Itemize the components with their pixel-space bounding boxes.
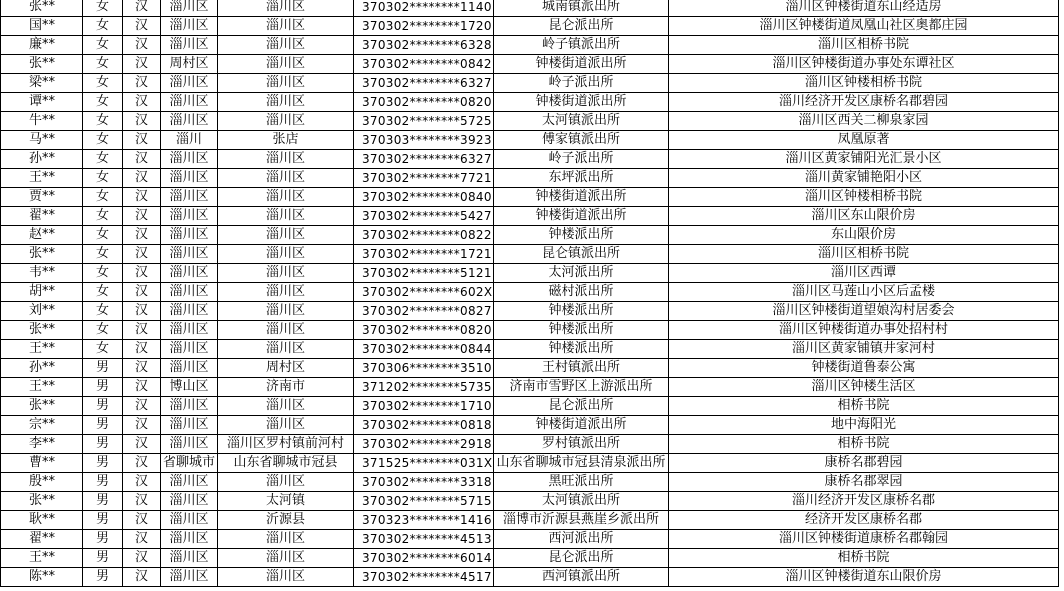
id-number-cell: 370302********1140 bbox=[354, 0, 494, 17]
police-station-cell: 钟楼街道派出所 bbox=[494, 416, 669, 435]
registry-cell: 淄川区 bbox=[218, 112, 354, 131]
name-cell: 张** bbox=[1, 397, 83, 416]
table-row bbox=[1, 340, 1059, 359]
district-cell: 淄川区 bbox=[161, 283, 218, 302]
registry-cell: 淄川区 bbox=[218, 568, 354, 587]
district-cell: 淄川区 bbox=[161, 568, 218, 587]
police-station-cell: 淄博市沂源县燕崖乡派出所 bbox=[494, 511, 669, 530]
id-number-cell: 370302********0820 bbox=[354, 93, 494, 112]
district-cell: 淄川区 bbox=[161, 321, 218, 340]
address-cell: 淄川区钟楼街道办事处招村村 bbox=[669, 321, 1059, 340]
table-row bbox=[1, 131, 1059, 150]
table-row bbox=[1, 283, 1059, 302]
registry-cell: 淄川区 bbox=[218, 207, 354, 226]
table-row bbox=[1, 454, 1059, 473]
table-row bbox=[1, 549, 1059, 568]
address-cell: 淄川黄家铺艳阳小区 bbox=[669, 169, 1059, 188]
district-cell: 淄川区 bbox=[161, 150, 218, 169]
table-row bbox=[1, 264, 1059, 283]
table-row bbox=[1, 245, 1059, 264]
address-cell: 淄川区钟楼街道东山经适房 bbox=[669, 0, 1059, 17]
table-row bbox=[1, 397, 1059, 416]
sex-cell: 男 bbox=[83, 568, 123, 587]
registry-cell: 淄川区 bbox=[218, 264, 354, 283]
address-cell: 淄川区钟楼街道办事处东谭社区 bbox=[669, 55, 1059, 74]
name-cell: 胡** bbox=[1, 283, 83, 302]
district-cell: 淄川区 bbox=[161, 17, 218, 36]
sex-cell: 女 bbox=[83, 283, 123, 302]
ethnicity-cell: 汉 bbox=[123, 188, 161, 207]
table-row bbox=[1, 55, 1059, 74]
ethnicity-cell: 汉 bbox=[123, 435, 161, 454]
registry-cell: 淄川区 bbox=[218, 283, 354, 302]
district-cell: 淄川区 bbox=[161, 530, 218, 549]
table-row bbox=[1, 93, 1059, 112]
registry-cell: 太河镇 bbox=[218, 492, 354, 511]
sex-cell: 女 bbox=[83, 302, 123, 321]
registry-cell: 淄川区 bbox=[218, 340, 354, 359]
registry-cell: 淄川区 bbox=[218, 74, 354, 93]
ethnicity-cell: 汉 bbox=[123, 226, 161, 245]
name-cell: 刘** bbox=[1, 302, 83, 321]
address-cell: 淄川区黄家铺阳光汇景小区 bbox=[669, 150, 1059, 169]
address-cell: 淄川区相桥书院 bbox=[669, 36, 1059, 55]
registry-cell: 淄川区 bbox=[218, 17, 354, 36]
registry-cell: 张店 bbox=[218, 131, 354, 150]
id-number-cell: 370302********0822 bbox=[354, 226, 494, 245]
police-station-cell: 钟楼派出所 bbox=[494, 321, 669, 340]
id-number-cell: 370302********6327 bbox=[354, 74, 494, 93]
table-row bbox=[1, 511, 1059, 530]
police-station-cell: 黑旺派出所 bbox=[494, 473, 669, 492]
address-cell: 淄川区钟楼街道凤凰山社区奥都庄园 bbox=[669, 17, 1059, 36]
district-cell: 淄川区 bbox=[161, 473, 218, 492]
address-cell: 相桥书院 bbox=[669, 549, 1059, 568]
registry-cell: 淄川区 bbox=[218, 416, 354, 435]
sex-cell: 女 bbox=[83, 169, 123, 188]
ethnicity-cell: 汉 bbox=[123, 454, 161, 473]
registry-cell: 淄川区 bbox=[218, 302, 354, 321]
address-cell: 淄川区东山限价房 bbox=[669, 207, 1059, 226]
id-number-cell: 371202********5735 bbox=[354, 378, 494, 397]
id-number-cell: 370302********0844 bbox=[354, 340, 494, 359]
district-cell: 周村区 bbox=[161, 55, 218, 74]
police-station-cell: 东坪派出所 bbox=[494, 169, 669, 188]
address-cell: 淄川区相桥书院 bbox=[669, 245, 1059, 264]
police-station-cell: 太河镇派出所 bbox=[494, 492, 669, 511]
ethnicity-cell: 汉 bbox=[123, 473, 161, 492]
name-cell: 李** bbox=[1, 435, 83, 454]
police-station-cell: 钟楼街道派出所 bbox=[494, 207, 669, 226]
id-number-cell: 370302********5715 bbox=[354, 492, 494, 511]
ethnicity-cell: 汉 bbox=[123, 112, 161, 131]
table-row bbox=[1, 378, 1059, 397]
id-number-cell: 370302********3318 bbox=[354, 473, 494, 492]
name-cell: 陈** bbox=[1, 568, 83, 587]
ethnicity-cell: 汉 bbox=[123, 74, 161, 93]
sex-cell: 男 bbox=[83, 530, 123, 549]
table-row bbox=[1, 207, 1059, 226]
registry-cell: 淄川区 bbox=[218, 188, 354, 207]
registry-cell: 淄川区 bbox=[218, 93, 354, 112]
police-station-cell: 钟楼派出所 bbox=[494, 302, 669, 321]
table-row bbox=[1, 74, 1059, 93]
police-station-cell: 昆仑镇派出所 bbox=[494, 245, 669, 264]
police-station-cell: 太河派出所 bbox=[494, 264, 669, 283]
name-cell: 翟** bbox=[1, 530, 83, 549]
table-row bbox=[1, 169, 1059, 188]
police-station-cell: 钟楼派出所 bbox=[494, 340, 669, 359]
address-cell: 经济开发区康桥名郡 bbox=[669, 511, 1059, 530]
id-number-cell: 370303********3923 bbox=[354, 131, 494, 150]
address-cell: 淄川区钟楼相桥书院 bbox=[669, 74, 1059, 93]
ethnicity-cell: 汉 bbox=[123, 264, 161, 283]
name-cell: 孙** bbox=[1, 359, 83, 378]
name-cell: 马** bbox=[1, 131, 83, 150]
ethnicity-cell: 汉 bbox=[123, 359, 161, 378]
police-station-cell: 罗村镇派出所 bbox=[494, 435, 669, 454]
registry-cell: 淄川区 bbox=[218, 321, 354, 340]
ethnicity-cell: 汉 bbox=[123, 568, 161, 587]
sex-cell: 男 bbox=[83, 454, 123, 473]
id-number-cell: 370302********6014 bbox=[354, 549, 494, 568]
name-cell: 张** bbox=[1, 492, 83, 511]
table-row bbox=[1, 36, 1059, 55]
name-cell: 牛** bbox=[1, 112, 83, 131]
name-cell: 张** bbox=[1, 321, 83, 340]
name-cell: 孙** bbox=[1, 150, 83, 169]
sex-cell: 女 bbox=[83, 93, 123, 112]
table-row bbox=[1, 112, 1059, 131]
sex-cell: 男 bbox=[83, 511, 123, 530]
police-station-cell: 昆仑派出所 bbox=[494, 397, 669, 416]
district-cell: 淄川区 bbox=[161, 0, 218, 17]
district-cell: 淄川区 bbox=[161, 492, 218, 511]
id-number-cell: 370302********0842 bbox=[354, 55, 494, 74]
district-cell: 淄川区 bbox=[161, 549, 218, 568]
id-number-cell: 371525********031X bbox=[354, 454, 494, 473]
registry-cell: 周村区 bbox=[218, 359, 354, 378]
police-station-cell: 钟楼街道派出所 bbox=[494, 55, 669, 74]
police-station-cell: 钟楼街道派出所 bbox=[494, 188, 669, 207]
ethnicity-cell: 汉 bbox=[123, 530, 161, 549]
ethnicity-cell: 汉 bbox=[123, 55, 161, 74]
registry-cell: 淄川区罗村镇前河村 bbox=[218, 435, 354, 454]
name-cell: 廉** bbox=[1, 36, 83, 55]
id-number-cell: 370302********2918 bbox=[354, 435, 494, 454]
ethnicity-cell: 汉 bbox=[123, 397, 161, 416]
sex-cell: 男 bbox=[83, 397, 123, 416]
ethnicity-cell: 汉 bbox=[123, 36, 161, 55]
address-cell: 康桥名郡翠园 bbox=[669, 473, 1059, 492]
district-cell: 淄川区 bbox=[161, 74, 218, 93]
sex-cell: 男 bbox=[83, 359, 123, 378]
name-cell: 翟** bbox=[1, 207, 83, 226]
district-cell: 博山区 bbox=[161, 378, 218, 397]
sex-cell: 女 bbox=[83, 226, 123, 245]
table-row bbox=[1, 530, 1059, 549]
table-row bbox=[1, 0, 1059, 17]
table-row bbox=[1, 188, 1059, 207]
id-number-cell: 370302********5427 bbox=[354, 207, 494, 226]
police-station-cell: 傅家镇派出所 bbox=[494, 131, 669, 150]
address-cell: 钟楼街道鲁泰公寓 bbox=[669, 359, 1059, 378]
sex-cell: 女 bbox=[83, 0, 123, 17]
table-row bbox=[1, 435, 1059, 454]
district-cell: 淄川区 bbox=[161, 264, 218, 283]
ethnicity-cell: 汉 bbox=[123, 492, 161, 511]
police-station-cell: 岭子镇派出所 bbox=[494, 36, 669, 55]
police-station-cell: 昆仑派出所 bbox=[494, 549, 669, 568]
sex-cell: 女 bbox=[83, 131, 123, 150]
ethnicity-cell: 汉 bbox=[123, 0, 161, 17]
registry-cell: 淄川区 bbox=[218, 549, 354, 568]
address-cell: 淄川区钟楼街道康桥名郡翰园 bbox=[669, 530, 1059, 549]
id-number-cell: 370302********1710 bbox=[354, 397, 494, 416]
district-cell: 淄川区 bbox=[161, 416, 218, 435]
name-cell: 国** bbox=[1, 17, 83, 36]
table-row bbox=[1, 321, 1059, 340]
id-number-cell: 370302********6327 bbox=[354, 150, 494, 169]
sex-cell: 女 bbox=[83, 207, 123, 226]
police-station-cell: 岭子派出所 bbox=[494, 150, 669, 169]
police-station-cell: 岭子派出所 bbox=[494, 74, 669, 93]
id-number-cell: 370302********5725 bbox=[354, 112, 494, 131]
sex-cell: 女 bbox=[83, 264, 123, 283]
sex-cell: 女 bbox=[83, 17, 123, 36]
id-number-cell: 370302********0820 bbox=[354, 321, 494, 340]
name-cell: 殷** bbox=[1, 473, 83, 492]
registry-cell: 淄川区 bbox=[218, 169, 354, 188]
ethnicity-cell: 汉 bbox=[123, 245, 161, 264]
police-station-cell: 济南市雪野区上游派出所 bbox=[494, 378, 669, 397]
name-cell: 张** bbox=[1, 55, 83, 74]
ethnicity-cell: 汉 bbox=[123, 378, 161, 397]
table-row bbox=[1, 416, 1059, 435]
id-number-cell: 370302********1720 bbox=[354, 17, 494, 36]
ethnicity-cell: 汉 bbox=[123, 169, 161, 188]
registry-cell: 淄川区 bbox=[218, 530, 354, 549]
district-cell: 淄川区 bbox=[161, 245, 218, 264]
name-cell: 王** bbox=[1, 169, 83, 188]
name-cell: 韦** bbox=[1, 264, 83, 283]
registry-cell: 淄川区 bbox=[218, 55, 354, 74]
name-cell: 曹** bbox=[1, 454, 83, 473]
name-cell: 耿** bbox=[1, 511, 83, 530]
sex-cell: 男 bbox=[83, 492, 123, 511]
ethnicity-cell: 汉 bbox=[123, 93, 161, 112]
police-station-cell: 钟楼派出所 bbox=[494, 226, 669, 245]
district-cell: 淄川 bbox=[161, 131, 218, 150]
address-cell: 淄川区钟楼相桥书院 bbox=[669, 188, 1059, 207]
name-cell: 张** bbox=[1, 245, 83, 264]
id-number-cell: 370302********5121 bbox=[354, 264, 494, 283]
address-cell: 相桥书院 bbox=[669, 397, 1059, 416]
sex-cell: 女 bbox=[83, 112, 123, 131]
id-number-cell: 370302********1721 bbox=[354, 245, 494, 264]
table-row bbox=[1, 473, 1059, 492]
ethnicity-cell: 汉 bbox=[123, 283, 161, 302]
address-cell: 淄川区黄家铺镇井家河村 bbox=[669, 340, 1059, 359]
table-row bbox=[1, 150, 1059, 169]
registry-cell: 淄川区 bbox=[218, 397, 354, 416]
district-cell: 淄川区 bbox=[161, 169, 218, 188]
ethnicity-cell: 汉 bbox=[123, 416, 161, 435]
ethnicity-cell: 汉 bbox=[123, 549, 161, 568]
address-cell: 凤凰原著 bbox=[669, 131, 1059, 150]
sex-cell: 女 bbox=[83, 188, 123, 207]
name-cell: 王** bbox=[1, 378, 83, 397]
registry-cell: 淄川区 bbox=[218, 0, 354, 17]
police-station-cell: 昆仑派出所 bbox=[494, 17, 669, 36]
name-cell: 赵** bbox=[1, 226, 83, 245]
address-cell: 康桥名郡碧园 bbox=[669, 454, 1059, 473]
district-cell: 省聊城市 bbox=[161, 454, 218, 473]
table-row bbox=[1, 492, 1059, 511]
ethnicity-cell: 汉 bbox=[123, 17, 161, 36]
police-station-cell: 西河派出所 bbox=[494, 530, 669, 549]
registry-cell: 淄川区 bbox=[218, 36, 354, 55]
id-number-cell: 370302********0827 bbox=[354, 302, 494, 321]
address-cell: 淄川区西谭 bbox=[669, 264, 1059, 283]
id-number-cell: 370302********0818 bbox=[354, 416, 494, 435]
sex-cell: 女 bbox=[83, 55, 123, 74]
id-number-cell: 370302********602X bbox=[354, 283, 494, 302]
address-cell: 淄川区西关二柳泉家园 bbox=[669, 112, 1059, 131]
ethnicity-cell: 汉 bbox=[123, 150, 161, 169]
police-station-cell: 磁村派出所 bbox=[494, 283, 669, 302]
id-number-cell: 370302********4513 bbox=[354, 530, 494, 549]
police-station-cell: 山东省聊城市冠县清泉派出所 bbox=[494, 454, 669, 473]
registry-cell: 沂源县 bbox=[218, 511, 354, 530]
address-cell: 相桥书院 bbox=[669, 435, 1059, 454]
id-number-cell: 370323********1416 bbox=[354, 511, 494, 530]
sex-cell: 男 bbox=[83, 549, 123, 568]
district-cell: 淄川区 bbox=[161, 511, 218, 530]
address-cell: 淄川区钟楼街道东山限价房 bbox=[669, 568, 1059, 587]
district-cell: 淄川区 bbox=[161, 359, 218, 378]
id-number-cell: 370302********4517 bbox=[354, 568, 494, 587]
name-cell: 张** bbox=[1, 0, 83, 17]
district-cell: 淄川区 bbox=[161, 397, 218, 416]
district-cell: 淄川区 bbox=[161, 207, 218, 226]
sex-cell: 女 bbox=[83, 36, 123, 55]
table-row bbox=[1, 17, 1059, 36]
ethnicity-cell: 汉 bbox=[123, 511, 161, 530]
sex-cell: 男 bbox=[83, 378, 123, 397]
name-cell: 谭** bbox=[1, 93, 83, 112]
id-number-cell: 370306********3510 bbox=[354, 359, 494, 378]
address-cell: 淄川经济开发区康桥名郡碧园 bbox=[669, 93, 1059, 112]
district-cell: 淄川区 bbox=[161, 188, 218, 207]
ethnicity-cell: 汉 bbox=[123, 207, 161, 226]
registry-cell: 淄川区 bbox=[218, 226, 354, 245]
police-station-cell: 西河镇派出所 bbox=[494, 568, 669, 587]
sex-cell: 女 bbox=[83, 340, 123, 359]
district-cell: 淄川区 bbox=[161, 340, 218, 359]
police-station-cell: 钟楼街道派出所 bbox=[494, 93, 669, 112]
address-cell: 地中海阳光 bbox=[669, 416, 1059, 435]
id-number-cell: 370302********0840 bbox=[354, 188, 494, 207]
district-cell: 淄川区 bbox=[161, 302, 218, 321]
table-row bbox=[1, 359, 1059, 378]
name-cell: 梁** bbox=[1, 74, 83, 93]
registry-cell: 济南市 bbox=[218, 378, 354, 397]
table-body bbox=[1, 0, 1059, 587]
police-station-cell: 王村镇派出所 bbox=[494, 359, 669, 378]
ethnicity-cell: 汉 bbox=[123, 131, 161, 150]
name-cell: 王** bbox=[1, 340, 83, 359]
sex-cell: 男 bbox=[83, 416, 123, 435]
registry-cell: 淄川区 bbox=[218, 245, 354, 264]
sex-cell: 女 bbox=[83, 74, 123, 93]
address-cell: 淄川经济开发区康桥名郡 bbox=[669, 492, 1059, 511]
id-number-cell: 370302********6328 bbox=[354, 36, 494, 55]
table-row bbox=[1, 226, 1059, 245]
sex-cell: 女 bbox=[83, 321, 123, 340]
ethnicity-cell: 汉 bbox=[123, 340, 161, 359]
sex-cell: 女 bbox=[83, 245, 123, 264]
address-cell: 淄川区钟楼街道望娘沟村居委会 bbox=[669, 302, 1059, 321]
name-cell: 宗** bbox=[1, 416, 83, 435]
id-number-cell: 370302********7721 bbox=[354, 169, 494, 188]
name-cell: 王** bbox=[1, 549, 83, 568]
district-cell: 淄川区 bbox=[161, 93, 218, 112]
registry-cell: 淄川区 bbox=[218, 150, 354, 169]
address-cell: 淄川区马莲山小区后孟楼 bbox=[669, 283, 1059, 302]
ethnicity-cell: 汉 bbox=[123, 302, 161, 321]
police-station-cell: 太河镇派出所 bbox=[494, 112, 669, 131]
district-cell: 淄川区 bbox=[161, 36, 218, 55]
table-row bbox=[1, 302, 1059, 321]
district-cell: 淄川区 bbox=[161, 112, 218, 131]
district-cell: 淄川区 bbox=[161, 226, 218, 245]
name-cell: 贾** bbox=[1, 188, 83, 207]
registry-cell: 淄川区 bbox=[218, 473, 354, 492]
police-station-cell: 城南镇派出所 bbox=[494, 0, 669, 17]
table-row bbox=[1, 568, 1059, 587]
sex-cell: 男 bbox=[83, 473, 123, 492]
registry-cell: 山东省聊城市冠县 bbox=[218, 454, 354, 473]
district-cell: 淄川区 bbox=[161, 435, 218, 454]
ethnicity-cell: 汉 bbox=[123, 321, 161, 340]
address-cell: 淄川区钟楼生活区 bbox=[669, 378, 1059, 397]
sex-cell: 男 bbox=[83, 435, 123, 454]
address-cell: 东山限价房 bbox=[669, 226, 1059, 245]
sex-cell: 女 bbox=[83, 150, 123, 169]
